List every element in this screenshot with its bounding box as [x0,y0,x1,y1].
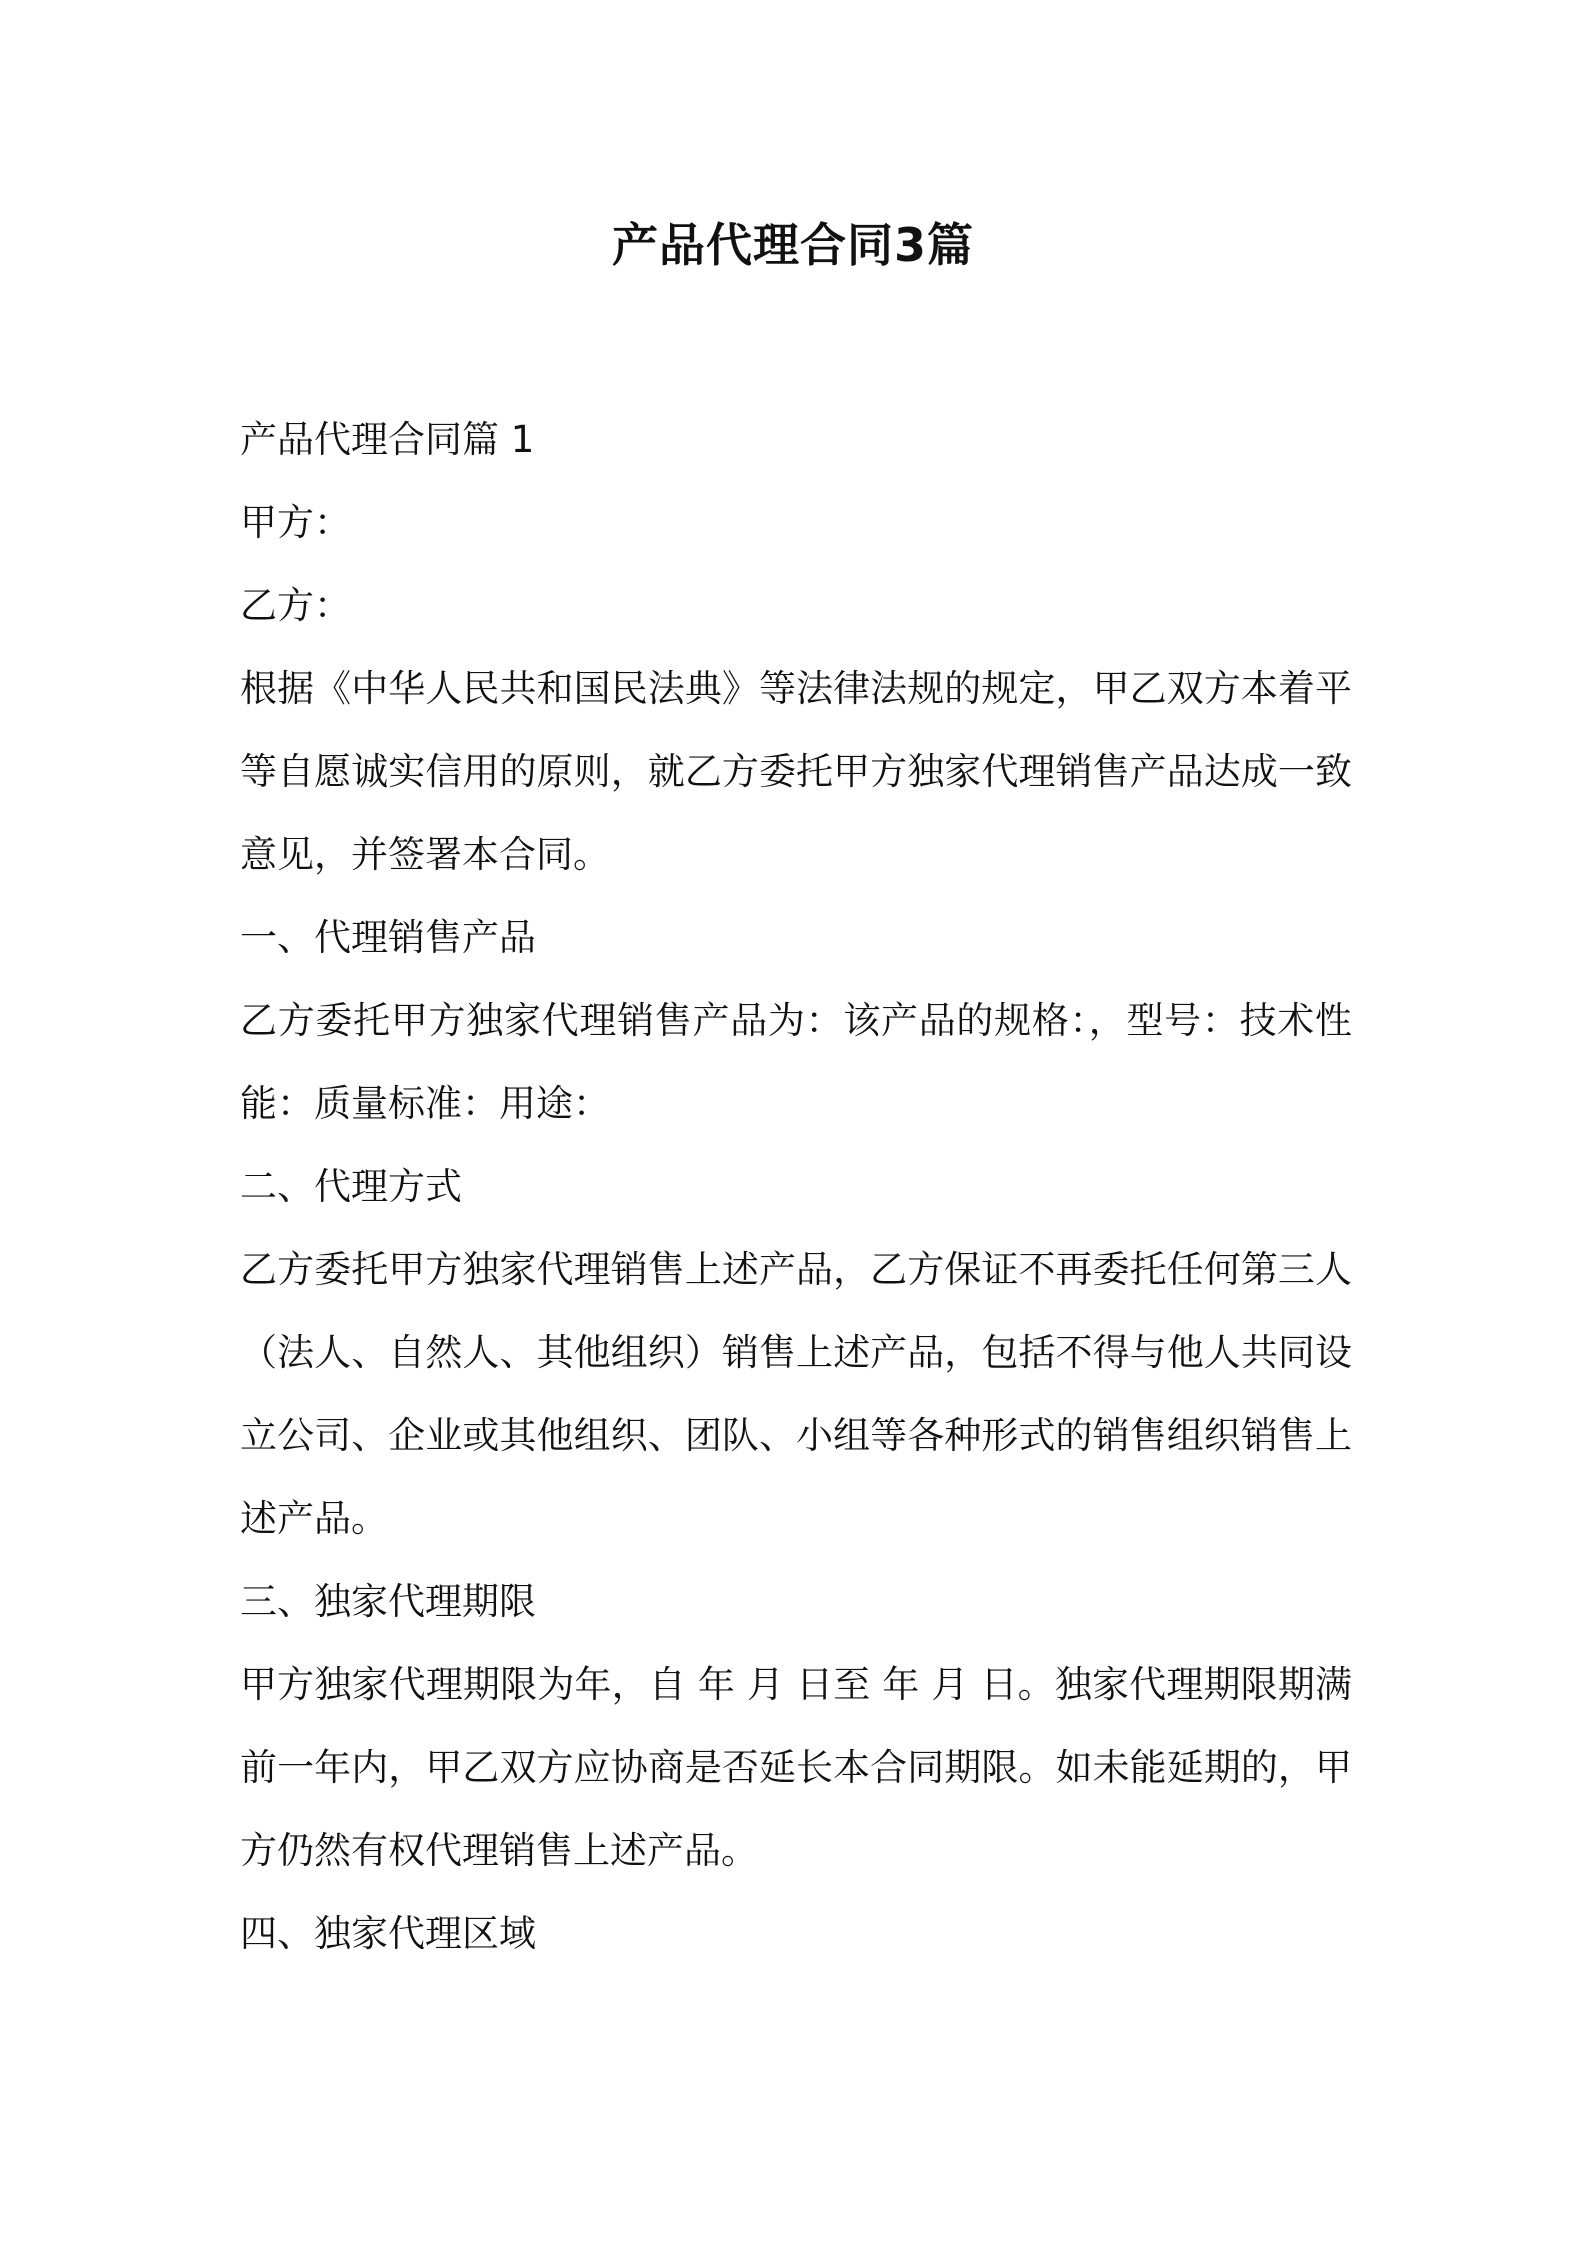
section-title: 产品代理合同篇 1 [240,418,535,461]
clause-heading-1: 一、代理销售产品 [240,916,536,959]
intro-paragraph: 根据《中华人民共和国民法典》等法律法规的规定，甲乙双方本着平等自愿诚实信用的原则，就乙方委托甲方独家代理销售产品达成一致意见，并签署本合同。 [240,667,1352,876]
clause-body-3: 甲方独家代理期限为年，自 年 月 日至 年 月 日。独家代理期限期满前一年内，甲乙双方应协商是否延长本合同期限。如未能延期的，甲方仍然有权代理销售上述产品。 [240,1663,1352,1872]
party-b-line: 乙方： [240,584,351,627]
clause-body-1: 乙方委托甲方独家代理销售产品为：该产品的规格：，型号：技术性能：质量标准：用途： [240,999,1352,1125]
party-a-line: 甲方： [240,501,351,544]
document-title: 产品代理合同3篇 [611,218,974,272]
clause-heading-4: 四、独家代理区域 [240,1912,536,1955]
document-body [240,398,1352,1975]
clause-body-2: 乙方委托甲方独家代理销售上述产品，乙方保证不再委托任何第三人（法人、自然人、其他组织）销售上述产品，包括不得与他人共同设立公司、企业或其他组织、团队、小组等各种形式的销售组织销售上述产品。 [240,1248,1352,1540]
clause-heading-3: 三、独家代理期限 [240,1580,536,1623]
clause-heading-2: 二、代理方式 [240,1165,462,1208]
